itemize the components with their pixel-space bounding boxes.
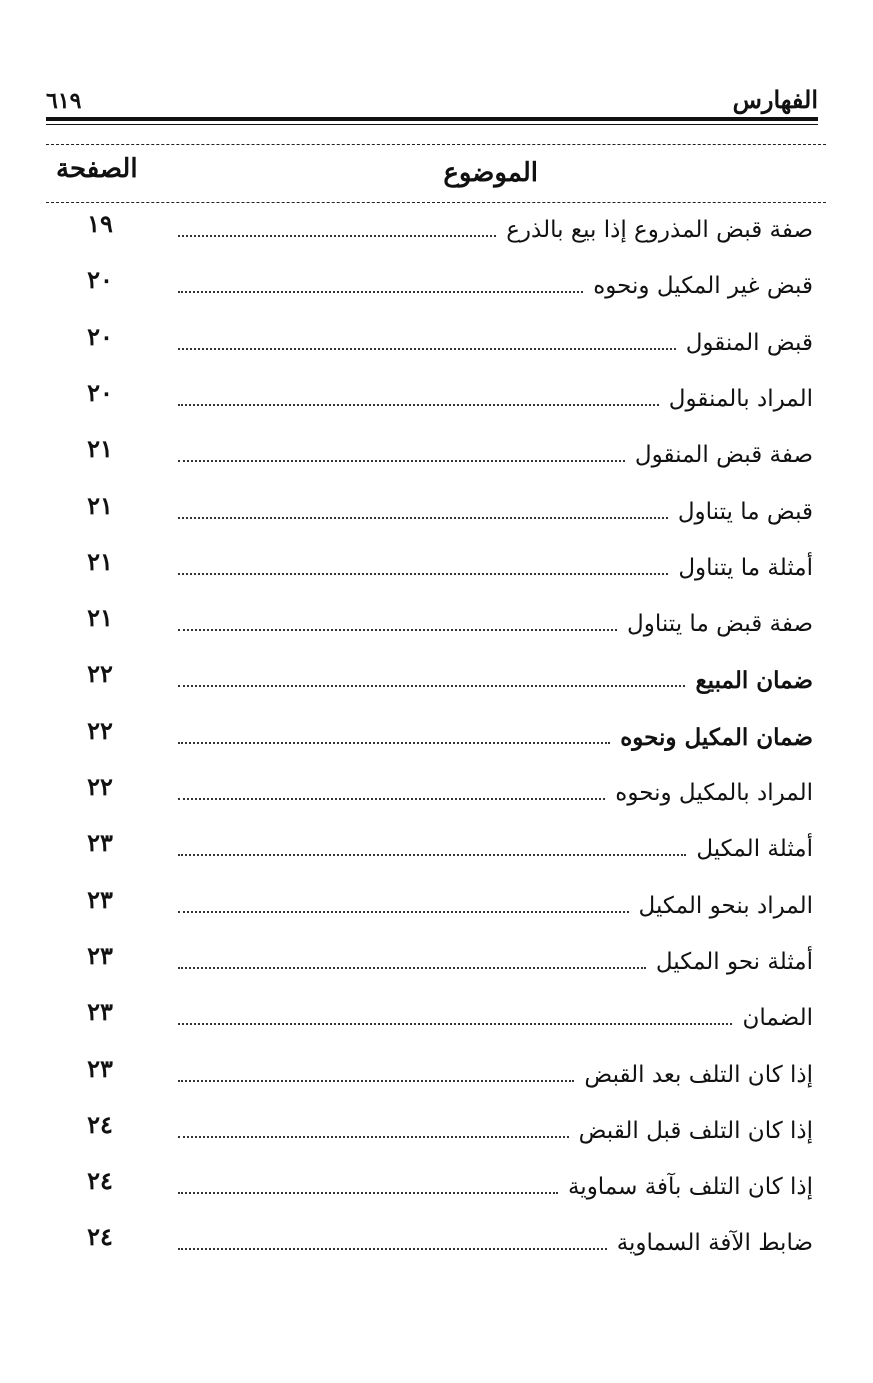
index-entry bbox=[0, 993, 873, 1049]
dot-leader bbox=[178, 798, 605, 800]
section-title: الفهارس bbox=[732, 85, 818, 114]
entry-page-number: ٢٠ bbox=[87, 265, 113, 295]
index-entry bbox=[0, 205, 873, 261]
entry-topic: الضمان bbox=[742, 1005, 813, 1032]
entry-page-number: ٢٣ bbox=[87, 940, 113, 970]
entry-topic: ضمان المكيل ونحوه bbox=[620, 723, 813, 751]
entry-page-number: ٢١ bbox=[87, 603, 113, 633]
header-rule-thin bbox=[46, 124, 818, 125]
entry-page-number: ٢٣ bbox=[87, 1053, 113, 1083]
dot-leader bbox=[178, 1192, 558, 1194]
index-entry bbox=[0, 937, 873, 993]
index-entry bbox=[0, 430, 873, 486]
dot-leader bbox=[178, 1248, 607, 1250]
index-entry bbox=[0, 599, 873, 655]
entry-topic: ضمان المبيع bbox=[695, 667, 813, 695]
page-column-header: الصفحة bbox=[56, 154, 138, 184]
entry-topic: صفة قبض المنقول bbox=[634, 442, 813, 469]
index-entry bbox=[0, 824, 873, 880]
index-entry bbox=[0, 543, 873, 599]
entry-page-number: ٢٣ bbox=[87, 884, 113, 914]
dot-leader bbox=[178, 1080, 574, 1082]
header-rule-thick bbox=[46, 117, 818, 121]
entry-page-number: ٢٣ bbox=[87, 997, 113, 1027]
entry-page-number: ٢٤ bbox=[87, 1166, 113, 1196]
index-entry bbox=[0, 712, 873, 768]
entry-page-number: ١٩ bbox=[87, 209, 113, 238]
index-entry bbox=[0, 1218, 873, 1274]
entry-topic: إذا كان التلف بعد القبض bbox=[584, 1061, 813, 1088]
entry-topic: قبض ما يتناول bbox=[677, 498, 813, 525]
topic-column-header: الموضوع bbox=[443, 158, 538, 188]
index-entry bbox=[0, 318, 873, 374]
entry-topic: ضابط الآفة السماوية bbox=[616, 1230, 813, 1257]
dot-leader bbox=[178, 348, 676, 350]
entry-page-number: ٢٢ bbox=[87, 772, 113, 801]
entry-page-number: ٢٠ bbox=[87, 377, 113, 407]
dot-leader bbox=[178, 291, 583, 293]
entry-page-number: ٢١ bbox=[87, 546, 113, 576]
column-headers bbox=[46, 150, 818, 196]
index-entry bbox=[0, 881, 873, 937]
dot-leader bbox=[178, 911, 629, 913]
dot-leader bbox=[178, 404, 659, 406]
dot-leader bbox=[178, 235, 496, 237]
table-top-divider bbox=[46, 144, 826, 145]
dot-leader bbox=[178, 1023, 732, 1025]
entry-page-number: ٢٢ bbox=[87, 715, 113, 745]
index-entry bbox=[0, 768, 873, 824]
index-entry bbox=[0, 1050, 873, 1106]
entry-topic: قبض المنقول bbox=[685, 329, 813, 356]
index-entry bbox=[0, 1106, 873, 1162]
entry-topic: أمثلة ما يتناول bbox=[678, 554, 813, 581]
dot-leader bbox=[178, 854, 686, 856]
index-entry bbox=[0, 487, 873, 543]
entry-topic: أمثلة المكيل bbox=[696, 836, 813, 863]
entry-topic: المراد بنحو المكيل bbox=[638, 892, 813, 919]
page-header bbox=[46, 70, 818, 114]
dot-leader bbox=[178, 967, 646, 969]
dot-leader bbox=[178, 573, 668, 575]
page-number: ٦١٩ bbox=[46, 88, 82, 114]
entry-page-number: ٢١ bbox=[87, 490, 113, 520]
entry-page-number: ٢٤ bbox=[87, 1109, 113, 1139]
dot-leader bbox=[178, 629, 617, 631]
entry-page-number: ٢٢ bbox=[87, 659, 113, 689]
dot-leader bbox=[178, 1136, 569, 1138]
entry-topic: صفة قبض المذروع إذا بيع بالذرع bbox=[506, 217, 813, 243]
dot-leader bbox=[178, 460, 625, 462]
index-entry bbox=[0, 655, 873, 711]
entry-page-number: ٢٣ bbox=[87, 828, 113, 858]
index-entry bbox=[0, 261, 873, 317]
entry-page-number: ٢٠ bbox=[87, 321, 113, 351]
dot-leader bbox=[178, 517, 668, 519]
index-entry bbox=[0, 1162, 873, 1218]
entry-topic: المراد بالمكيل ونحوه bbox=[615, 780, 813, 806]
entry-topic: قبض غير المكيل ونحوه bbox=[593, 273, 813, 300]
index-entry bbox=[0, 374, 873, 430]
dot-leader bbox=[178, 685, 685, 687]
entry-topic: المراد بالمنقول bbox=[668, 385, 813, 412]
table-header-divider bbox=[46, 202, 826, 203]
entry-page-number: ٢١ bbox=[87, 434, 113, 464]
dot-leader bbox=[178, 742, 610, 744]
entry-topic: صفة قبض ما يتناول bbox=[627, 611, 813, 638]
entry-topic: إذا كان التلف قبل القبض bbox=[578, 1117, 813, 1144]
entry-topic: إذا كان التلف بآفة سماوية bbox=[567, 1174, 813, 1201]
entry-page-number: ٢٤ bbox=[87, 1222, 113, 1252]
entry-topic: أمثلة نحو المكيل bbox=[655, 948, 813, 975]
